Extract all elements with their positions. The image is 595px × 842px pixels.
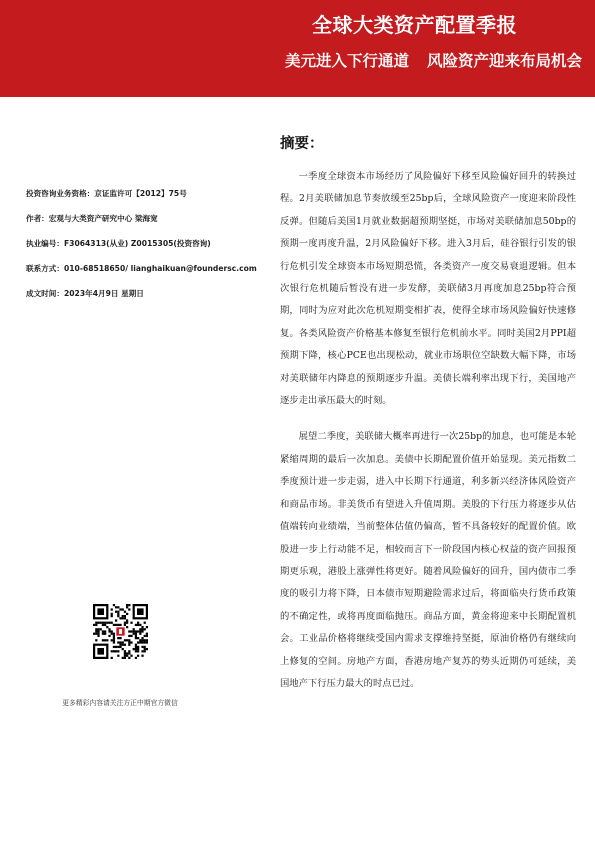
subtitle-right: 风险资产迎来布局机会: [426, 52, 582, 70]
report-subtitle: [0, 49, 582, 71]
abstract-paragraph: 展望二季度，美联储大概率再进行一次25bp的加息，也可能是本轮紧缩周期的最后一次加息。美债中长期配置价值开始显现。美元指数二季度预计进一步走弱，进入中长期下行通道，利多新兴经济体风险资产和商品市场。非美货币有望进入升值周期。美股的下行压力将逐步从估值端转向业绩端，当前整体估值仍偏高，暂不具备较好的配置价值。欧股进一步上行动能不足，相较而言下一阶段国内核心权益的资产回报预期更乐观，港股上涨弹性将更好。随着风险偏好的回升，国内债市二季度的吸引力将下降，日本债市短期避险需求过后，将面临央行货币政策的不确定性，或将再度面临抛压。商品方面，黄金将迎来中长期配置机会。工业品价格将继续受国内需求支撑维持坚挺，原油价格仍有继续向上修复的空间。房地产方面，香港房地产复苏的势头近期仍可延续，美国地产下行压力最大的时点已过。: [280, 431, 576, 689]
report-header-banner: [0, 0, 595, 97]
author-info-panel: [26, 189, 266, 314]
abstract-body: [280, 166, 576, 695]
publish-date: 成文时间：2023年4月9日 星期日: [26, 289, 144, 298]
registration-number: 执业编号：F3064313(从业) Z0015305(投资咨询): [26, 239, 211, 248]
contact-info: 联系方式：010-68518650/ lianghaikuan@foundersc.com: [26, 264, 257, 273]
qr-code-icon: [93, 604, 148, 659]
qr-caption: 更多精彩内容请关注方正中期官方微信: [62, 699, 178, 707]
author-info: 作者：宏观与大类资产研究中心 梁海宽: [26, 214, 158, 223]
abstract-paragraph: 一季度全球资本市场经历了风险偏好下移至风险偏好回升的转换过程。2月美联储加息节奏放缓至25bp后，全球风险资产一度迎来阶段性反弹。但随后美国1月就业数据超预期坚挺，市场对美联储加息50bp的预期一度再度升温，2月风险偏好下移。进入3月后，硅谷银行引发的银行危机引发全球资本市场短期恐慌，各类资产一度交易衰退逻辑。但本次银行危机随后暂没有进一步发酵，美联储3月再度加息25bp符合预期，同时为应对此次危机短期变相扩表，使得全球市场风险偏好快速修复。各类风险资产价格基本修复至银行危机前水平。同时美国2月PPI超预期下降，核心PCE也出现松动，就业市场职位空缺数大幅下降，市场对美联储年内降息的预期逐步升温。美债长端利率出现下行，美国地产逐步走出承压最大的时刻。: [280, 171, 576, 407]
abstract-heading: 摘要：: [280, 136, 324, 152]
report-title: 全球大类资产配置季报: [312, 13, 517, 37]
license-info: 投资咨询业务资格：京证监许可【2012】75号: [26, 189, 187, 198]
subtitle-left: 美元进入下行通道: [284, 52, 409, 70]
